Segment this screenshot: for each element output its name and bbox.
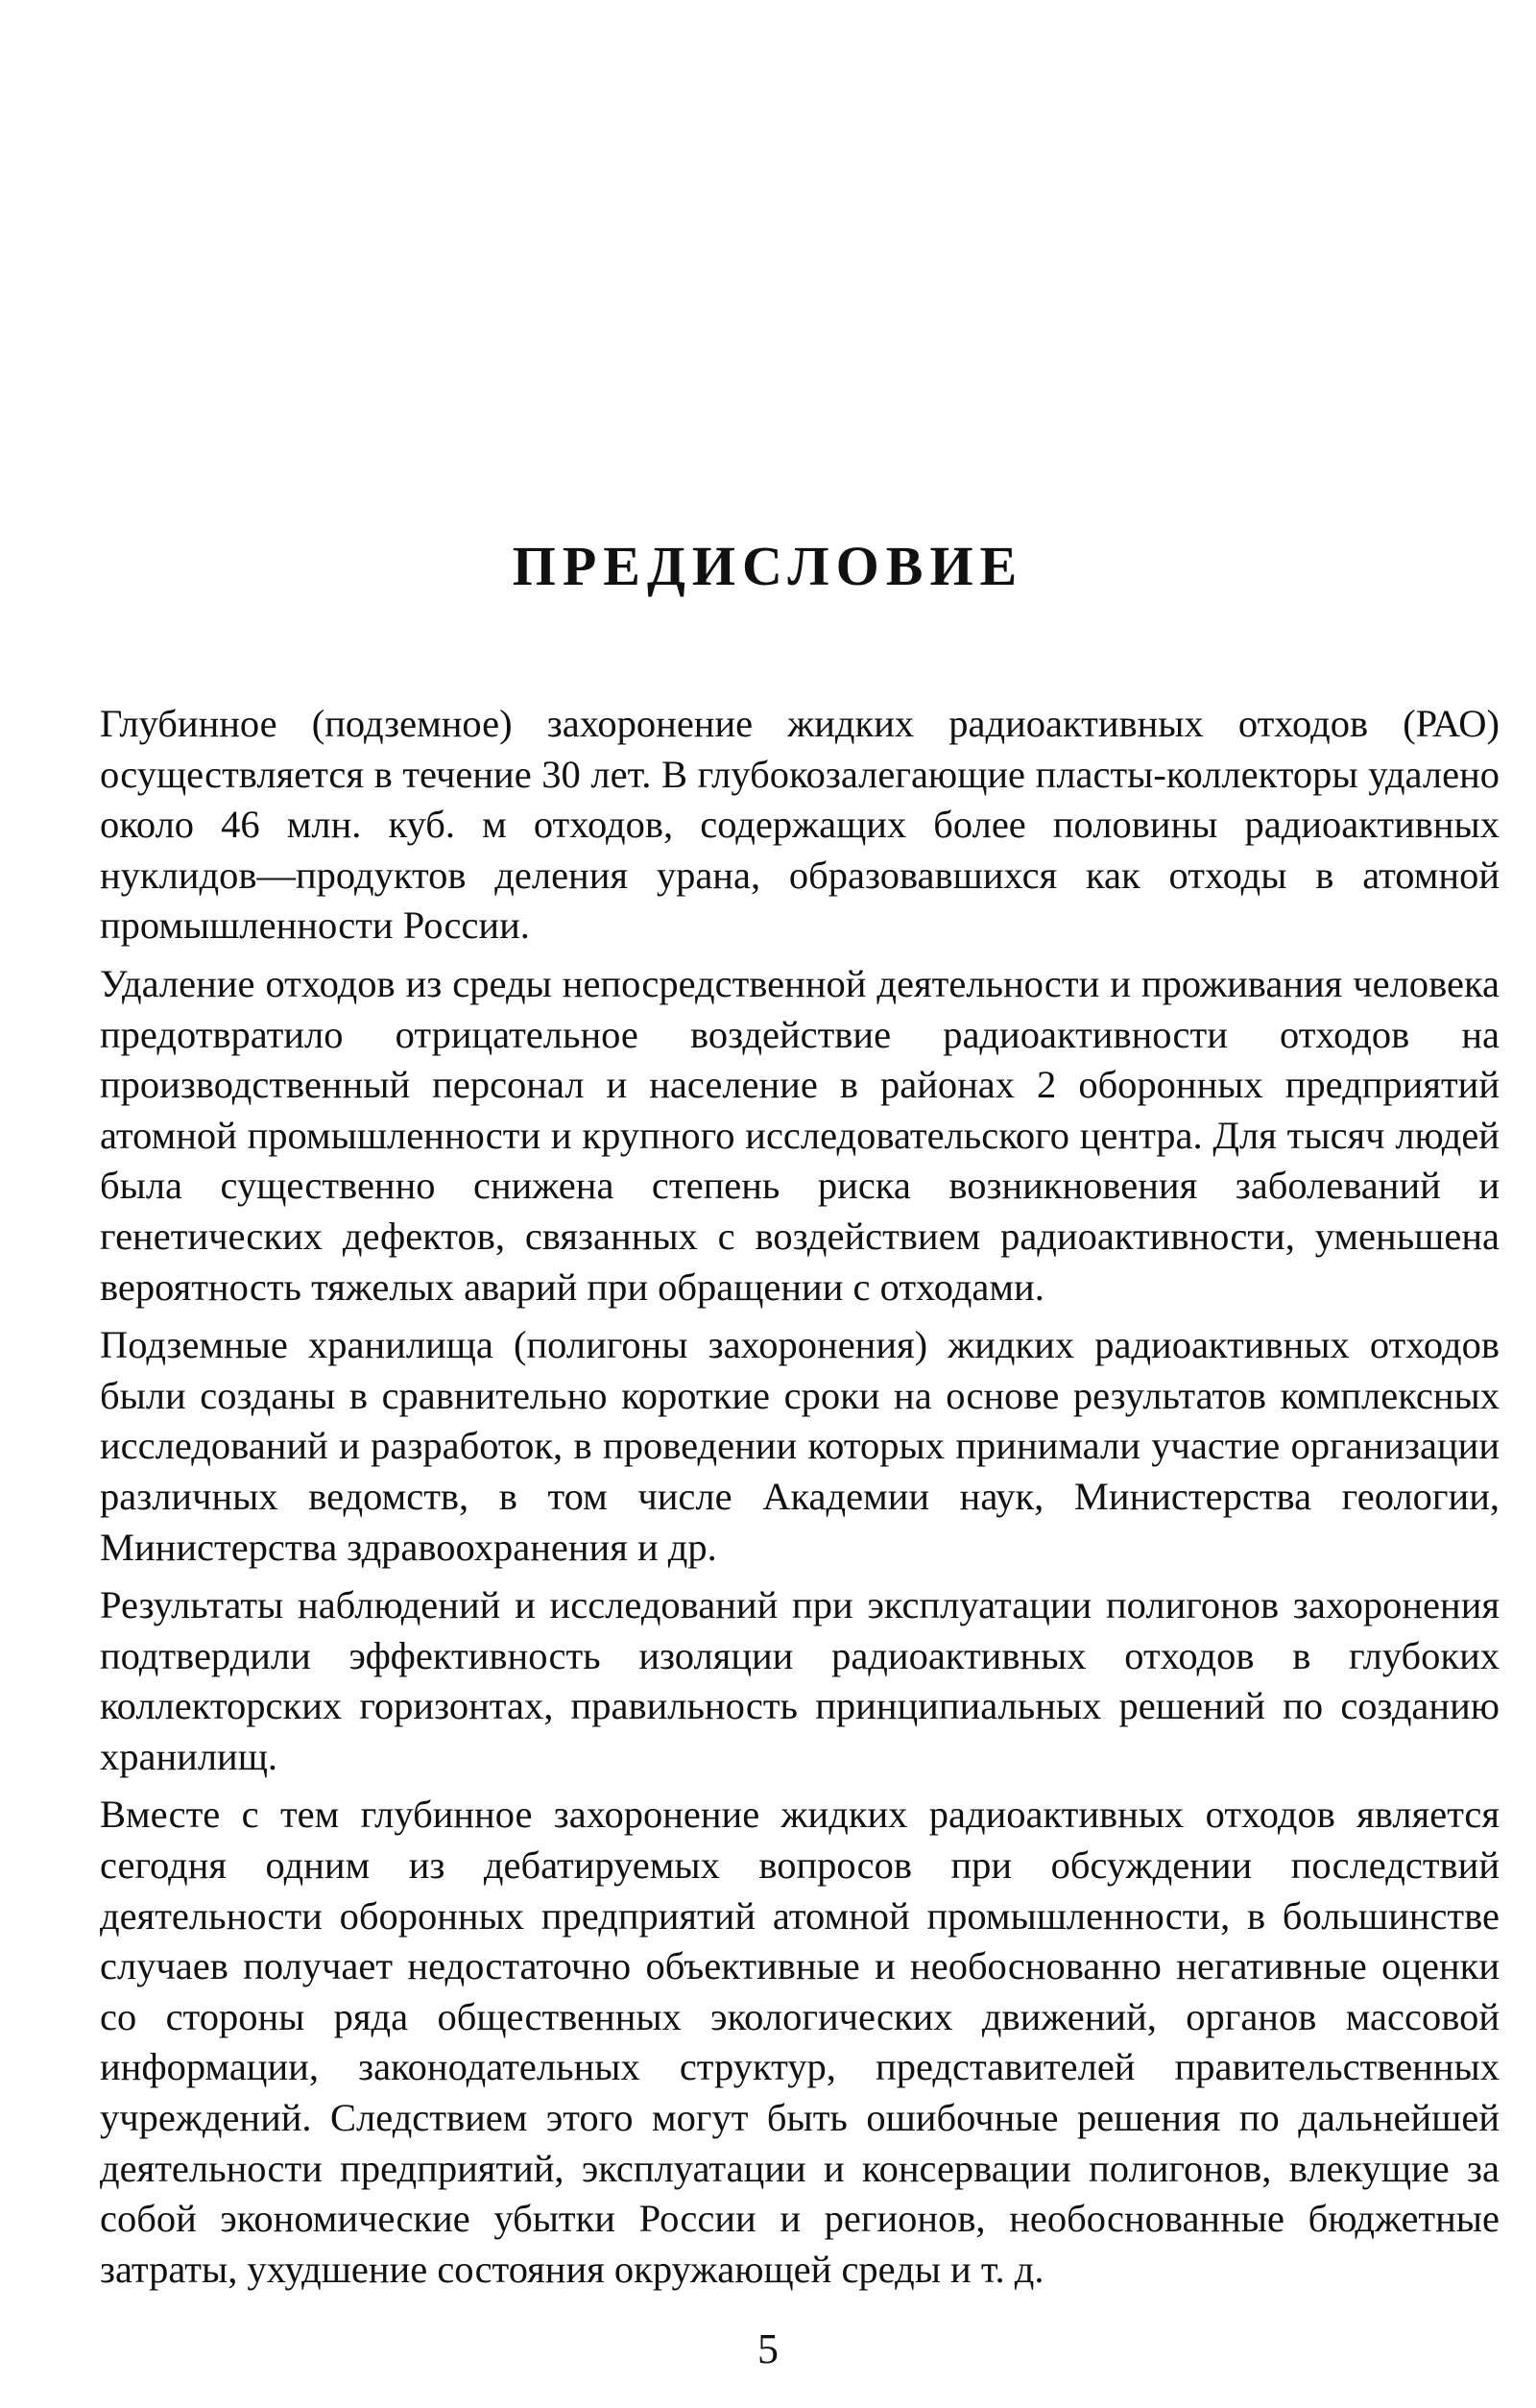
page-title: ПРЕДИСЛОВИЕ bbox=[512, 535, 1024, 597]
paragraph: Результаты наблюдений и исследований при эксплуатации полигонов захоронения подтвердили эффективность изоляции радиоактивных отходов в глубоких коллекторских горизонтах, правильность принципиальных решений по созданию хранилищ. bbox=[100, 1583, 1500, 1778]
paragraph: Подземные хранилища (полигоны захоронения) жидких радиоактивных отходов были созданы в сравнительно короткие сроки на основе результатов комплексных исследований и разработок, в проведении которых принимали участие организации различных ведомств, в том числе Академии наук, Министерства геологии, Министерства здравоохранения и др. bbox=[100, 1323, 1500, 1569]
paragraph: Глубинное (подземное) захоронение жидких радиоактивных отходов (РАО) осуществляется в течение 30 лет. В глубокозалегающие пласты-коллекторы удалено около 46 млн. куб. м отходов, содержащих более половины радиоактивных нуклидов—продуктов деления урана, образовавшихся как отходы в атомной промышленности России. bbox=[100, 702, 1500, 948]
paragraph: Вместе с тем глубинное захоронение жидких радиоактивных отходов является сегодня одним из дебатируемых вопросов при обсуждении последствий деятельности оборонных предприятий атомной промышленности, в большинстве случаев получает недостаточно объективные и необоснованно негативные оценки со стороны ряда общественных экологических движений, органов массовой информации, законодательных структур, представителей правительственных учреждений. Следствием этого могут быть ошибочные решения по дальнейшей деятельности предприятий, эксплуатации и консервации полигонов, влекущие за собой экономические убытки России и регионов, необоснованные бюджетные затраты, ухудшение состояния окружающей среды и т. д. bbox=[100, 1793, 1500, 2291]
page-number: 5 bbox=[757, 2325, 779, 2372]
body-text bbox=[100, 699, 1500, 2302]
paragraph: Удаление отходов из среды непосредственной деятельности и проживания человека предотвратило отрицательное воздействие радиоактивности отходов на производственный персонал и население в районах 2 оборонных предприятий атомной промышленности и крупного исследовательского центра. Для тысяч людей была существенно снижена степень риска возникновения заболеваний и генетических дефектов, связанных с воздействием радиоактивности, уменьшена вероятность тяжелых аварий при обращении с отходами. bbox=[100, 961, 1500, 1309]
